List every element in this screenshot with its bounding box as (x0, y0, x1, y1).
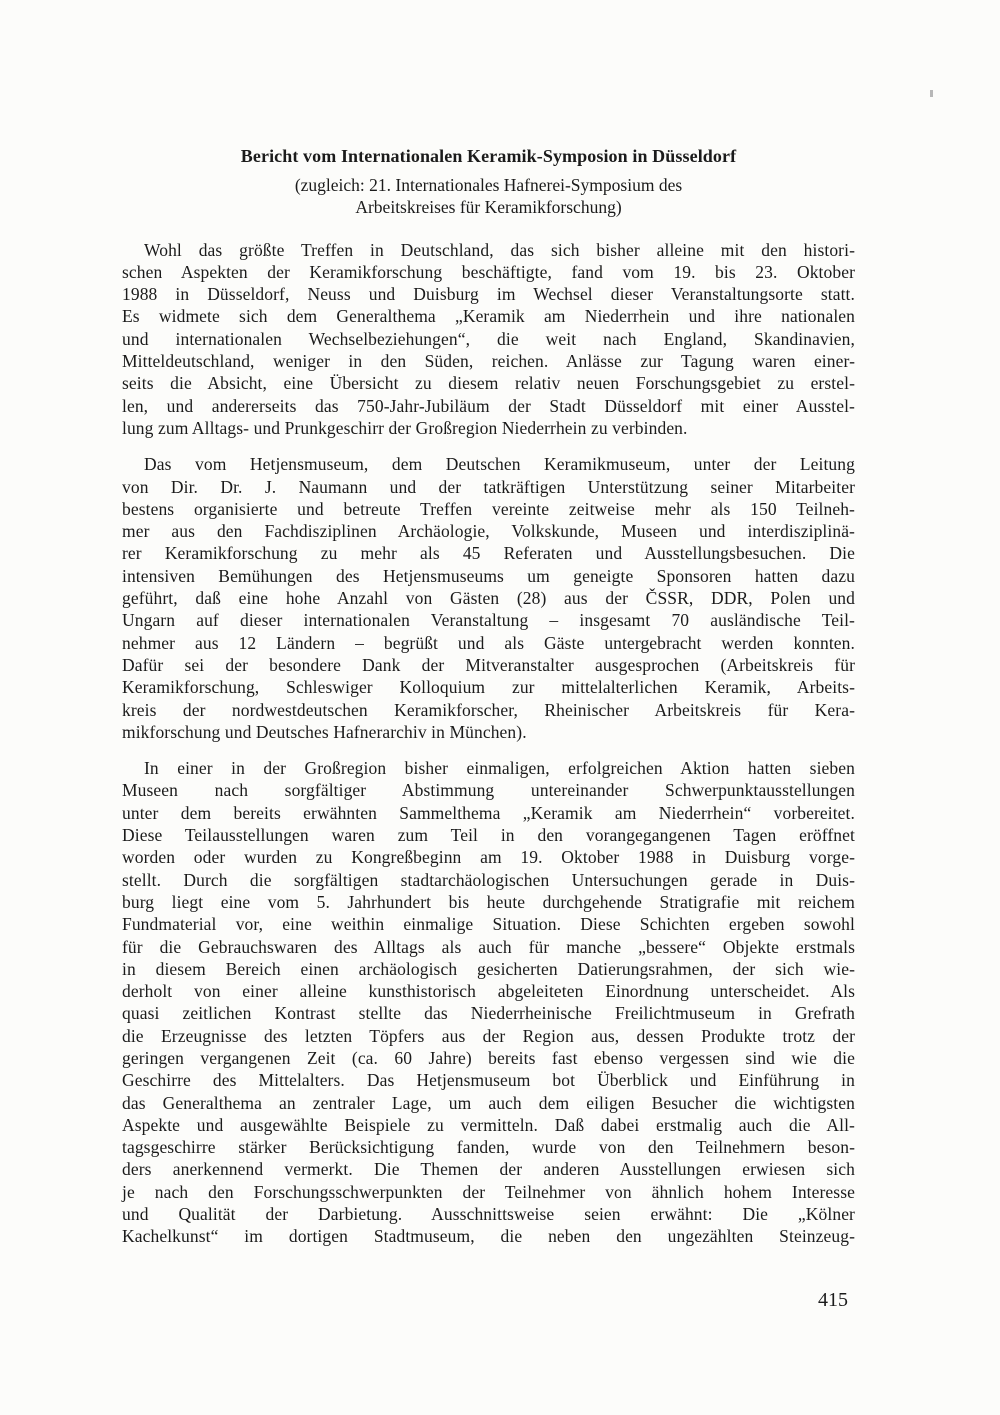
text-line: und internationalen Wechselbeziehungen“, die weit nach England, Skandinavien, (122, 328, 855, 349)
page-number: 415 (818, 1289, 848, 1311)
text-line: Aspekte und ausgewählte Beispiele zu vermitteln. Daß dabei erstmalig auch die All- (122, 1114, 855, 1135)
text-line: Keramikforschung, Schleswiger Kolloquium zur mittelalterlichen Keramik, Arbeits- (122, 677, 855, 698)
text-column (122, 145, 855, 1248)
text-line: intensiven Bemühungen des Hetjensmuseums um geneigte Sponsoren hatten dazu (122, 565, 855, 586)
scan-artifact (930, 90, 933, 97)
text-line: rer Keramikforschung zu mehr als 45 Referaten und Ausstellungsbesuchen. Die (122, 543, 855, 564)
text-line: das Generalthema an zentraler Lage, um auch dem eiligen Besucher die wichtigsten (122, 1092, 855, 1113)
text-line: bestens organisierte und betreute Treffen vereinte zeitweise mehr als 150 Teilneh- (122, 498, 855, 519)
text-line: Fundmaterial vor, eine weithin einmalige Situation. Diese Schichten ergeben sowohl (122, 914, 855, 935)
subtitle-line-2: Arbeitskreises für Keramikforschung) (355, 197, 622, 218)
text-line: mikforschung und Deutsches Hafnerarchiv in München). (122, 721, 527, 742)
text-line: je nach den Forschungsschwerpunkten der Teilnehmer von ähnlich hohem Interesse (122, 1181, 855, 1202)
text-line: worden oder wurden zu Kongreßbeginn am 19. Oktober 1988 in Duisburg vorge- (122, 847, 855, 868)
text-line: geführt, daß eine hohe Anzahl von Gästen (28) aus der ČSSR, DDR, Polen und (122, 588, 855, 609)
text-line: Mitteldeutschland, weniger in den Süden, reichen. Anlässe zur Tagung waren einer- (122, 351, 855, 372)
text-line: ders anerkennend vermerkt. Die Themen der anderen Ausstellungen erwiesen sich (122, 1159, 855, 1180)
text-line: von Dir. Dr. J. Naumann und der tatkräftigen Unterstützung seiner Mitarbeiter (122, 476, 855, 497)
text-line: Geschirre des Mittelalters. Das Hetjensmuseum bot Überblick und Einführung in (122, 1070, 855, 1091)
text-line: stellt. Durch die sorgfältigen stadtarchäologischen Untersuchungen gerade in Duis- (122, 869, 855, 890)
text-line: mer aus den Fachdisziplinen Archäologie, Volkskunde, Museen und interdisziplinä- (122, 521, 855, 542)
document-subtitle (122, 174, 855, 219)
text-line: in diesem Bereich einen archäologisch gesicherten Datierungsrahmen, der sich wie- (122, 958, 855, 979)
text-line: 1988 in Düsseldorf, Neuss und Duisburg im Wechsel dieser Veranstaltungsorte statt. (122, 284, 855, 305)
text-line: Diese Teilausstellungen waren zum Teil in den vorangegangenen Tagen eröffnet (122, 825, 855, 846)
document-body (122, 239, 855, 1248)
subtitle-line-1: (zugleich: 21. Internationales Hafnerei-Symposium des (294, 175, 683, 195)
text-line: kreis der nordwestdeutschen Keramikforscher, Rheinischer Arbeitskreis für Kera- (122, 699, 855, 720)
text-line: burg liegt eine vom 5. Jahrhundert bis heute durchgehende Stratigrafie mit reichem (122, 891, 855, 912)
text-line: Kachelkunst“ im dortigen Stadtmuseum, die neben den ungezählten Steinzeug- (122, 1226, 855, 1247)
paragraph (122, 453, 855, 743)
text-line: Das vom Hetjensmuseum, dem Deutschen Keramikmuseum, unter der Leitung (144, 454, 855, 475)
text-line: Es widmete sich dem Generalthema „Keramik am Niederrhein und ihre nationalen (122, 306, 855, 327)
text-line: und Qualität der Darbietung. Ausschnittsweise seien erwähnt: Die „Kölner (122, 1204, 855, 1225)
text-line: len, und andererseits das 750-Jahr-Jubiläum der Stadt Düsseldorf mit einer Ausstel- (122, 395, 855, 416)
text-line: Ungarn auf dieser internationalen Veranstaltung – insgesamt 70 ausländische Teil- (122, 610, 855, 631)
text-line: Dafür sei der besondere Dank der Mitveranstalter ausgesprochen (Arbeitskreis für (122, 654, 855, 675)
text-line: In einer in der Großregion bisher einmaligen, erfolgreichen Aktion hatten sieben (144, 758, 855, 779)
text-line: die Erzeugnisse des letzten Töpfers aus der Region aus, dessen Produkte trotz der (122, 1025, 855, 1046)
text-line: für die Gebrauchswaren des Alltags als auch für manche „bessere“ Objekte erstmals (122, 936, 855, 957)
text-line: quasi zeitlichen Kontrast stellte das Niederrheinische Freilichtmuseum in Grefrath (122, 1003, 855, 1024)
text-line: unter dem bereits erwähnten Sammelthema „Keramik am Niederrhein“ vorbereitet. (122, 802, 855, 823)
text-line: Museen nach sorgfältiger Abstimmung untereinander Schwerpunktausstellungen (122, 780, 855, 801)
text-line: lung zum Alltags- und Prunkgeschirr der Großregion Niederrhein zu verbinden. (122, 417, 688, 438)
text-line: seits die Absicht, eine Übersicht zu diesem relativ neuen Forschungsgebiet zu erstel- (122, 373, 855, 394)
text-line: geringen vergangenen Zeit (ca. 60 Jahre) bereits fast ebenso vergessen sind wie die (122, 1047, 855, 1068)
paragraph (122, 757, 855, 1248)
paragraph (122, 239, 855, 440)
text-line: tagsgeschirre stärker Berücksichtigung fanden, wurde von den Teilnehmern beson- (122, 1137, 855, 1158)
text-line: derholt von einer alleine kunsthistorisch abgeleiteten Einordnung unterscheidet. Als (122, 981, 855, 1002)
text-line: Wohl das größte Treffen in Deutschland, das sich bisher alleine mit den histori- (144, 239, 855, 260)
text-line: nehmer aus 12 Ländern – begrüßt und als Gäste untergebracht werden konnten. (122, 632, 855, 653)
page-title: Bericht vom Internationalen Keramik-Symposion in Düsseldorf (240, 146, 737, 166)
text-line: schen Aspekten der Keramikforschung beschäftigte, fand vom 19. bis 23. Oktober (122, 261, 855, 282)
